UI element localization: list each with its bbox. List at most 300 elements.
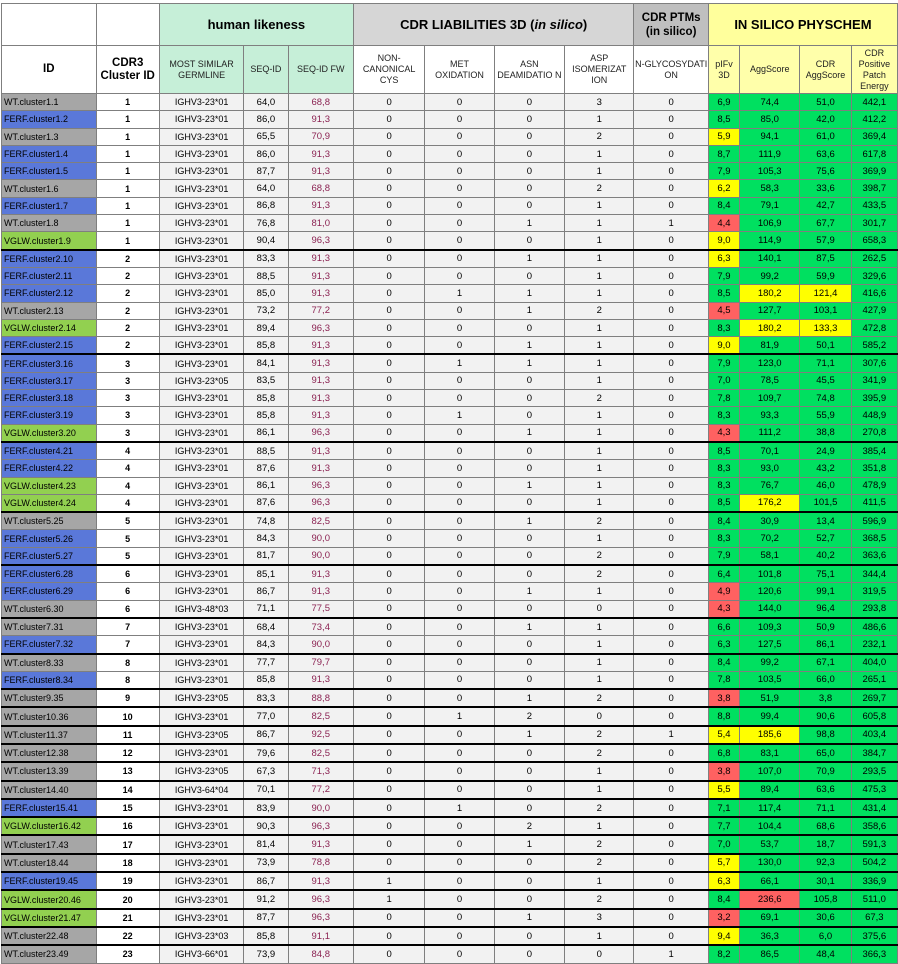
table-row xyxy=(2,145,898,162)
cell-cluster: 1 xyxy=(96,180,159,197)
cell-asp: 3 xyxy=(565,909,634,927)
cell-cdragg: 18,7 xyxy=(800,835,851,853)
cell-pi: 6,3 xyxy=(708,250,739,268)
cell-cluster: 2 xyxy=(96,250,159,268)
cell-met: 1 xyxy=(425,407,494,424)
cell-nglyc: 0 xyxy=(634,781,708,799)
cell-id: FERF.cluster2.15 xyxy=(2,337,97,355)
cell-pi: 7,0 xyxy=(708,372,739,389)
cell-seqid: 83,3 xyxy=(244,689,288,707)
cell-asn: 0 xyxy=(494,442,564,460)
cell-pi: 8,2 xyxy=(708,945,739,963)
cell-noncys: 0 xyxy=(353,909,424,927)
cell-seqid: 90,4 xyxy=(244,232,288,250)
cell-noncys: 0 xyxy=(353,726,424,744)
cell-noncys: 0 xyxy=(353,460,424,477)
cell-met: 0 xyxy=(425,372,494,389)
cell-seqid: 86,7 xyxy=(244,583,288,600)
table-row xyxy=(2,319,898,336)
cell-asn: 0 xyxy=(494,781,564,799)
cell-pi: 8,4 xyxy=(708,512,739,530)
col-header-asn: ASN DEAMIDATIO N xyxy=(494,46,564,94)
cell-nglyc: 0 xyxy=(634,689,708,707)
cell-id: FERF.cluster5.27 xyxy=(2,547,97,565)
cell-agg: 180,2 xyxy=(740,319,800,336)
cell-seqid: 88,5 xyxy=(244,442,288,460)
cell-met: 0 xyxy=(425,460,494,477)
cell-pi: 5,9 xyxy=(708,128,739,145)
cell-germline: IGHV3-23*05 xyxy=(159,372,243,389)
cell-id: FERF.cluster15.41 xyxy=(2,799,97,817)
cell-germline: IGHV3-48*03 xyxy=(159,600,243,618)
cell-cdragg: 98,8 xyxy=(800,726,851,744)
cell-asn: 0 xyxy=(494,872,564,890)
cell-agg: 104,4 xyxy=(740,817,800,835)
cell-met: 0 xyxy=(425,618,494,636)
cell-asp: 2 xyxy=(565,744,634,762)
table-row xyxy=(2,781,898,799)
cell-germline: IGHV3-23*01 xyxy=(159,390,243,407)
cell-germline: IGHV3-23*01 xyxy=(159,494,243,512)
cell-cdrpos: 265,1 xyxy=(851,671,897,689)
cell-asp: 1 xyxy=(565,285,634,302)
cell-nglyc: 0 xyxy=(634,267,708,284)
cell-pi: 8,4 xyxy=(708,890,739,908)
cell-asn: 0 xyxy=(494,460,564,477)
cell-noncys: 0 xyxy=(353,215,424,232)
cell-cluster: 6 xyxy=(96,600,159,618)
cell-noncys: 0 xyxy=(353,111,424,128)
cell-pi: 8,3 xyxy=(708,319,739,336)
cell-cdrpos: 232,1 xyxy=(851,636,897,654)
cell-seqidfw: 96,3 xyxy=(288,319,353,336)
cell-cdragg: 40,2 xyxy=(800,547,851,565)
cell-nglyc: 0 xyxy=(634,180,708,197)
cell-cdragg: 63,6 xyxy=(800,145,851,162)
cell-met: 0 xyxy=(425,477,494,494)
cell-agg: 99,2 xyxy=(740,654,800,672)
cell-nglyc: 0 xyxy=(634,354,708,372)
cell-cdragg: 133,3 xyxy=(800,319,851,336)
cell-noncys: 0 xyxy=(353,390,424,407)
cell-nglyc: 0 xyxy=(634,817,708,835)
table-row xyxy=(2,945,898,963)
cell-cdragg: 87,5 xyxy=(800,250,851,268)
cell-seqid: 85,1 xyxy=(244,565,288,583)
cell-germline: IGHV3-23*01 xyxy=(159,636,243,654)
cell-seqidfw: 78,8 xyxy=(288,854,353,872)
cell-cdragg: 68,6 xyxy=(800,817,851,835)
cell-asn: 0 xyxy=(494,799,564,817)
cell-pi: 6,2 xyxy=(708,180,739,197)
cell-cluster: 17 xyxy=(96,835,159,853)
cell-cluster: 11 xyxy=(96,726,159,744)
cell-cluster: 15 xyxy=(96,799,159,817)
cell-seqidfw: 91,1 xyxy=(288,927,353,945)
cell-cdragg: 33,6 xyxy=(800,180,851,197)
cell-asp: 1 xyxy=(565,145,634,162)
cell-met: 0 xyxy=(425,854,494,872)
cell-asn: 0 xyxy=(494,744,564,762)
cell-seqidfw: 91,3 xyxy=(288,372,353,389)
cell-id: FERF.cluster4.21 xyxy=(2,442,97,460)
group-cdr-ptms: CDR PTMs (in silico) xyxy=(634,4,708,46)
cell-cdrpos: 504,2 xyxy=(851,854,897,872)
cell-seqid: 81,7 xyxy=(244,547,288,565)
cell-cdragg: 13,4 xyxy=(800,512,851,530)
cell-id: VGLW.cluster21.47 xyxy=(2,909,97,927)
cell-asp: 2 xyxy=(565,799,634,817)
cell-agg: 185,6 xyxy=(740,726,800,744)
cell-seqid: 86,7 xyxy=(244,726,288,744)
cell-asp: 1 xyxy=(565,442,634,460)
cell-asn: 2 xyxy=(494,817,564,835)
cell-asn: 1 xyxy=(494,477,564,494)
cell-noncys: 0 xyxy=(353,145,424,162)
cell-noncys: 0 xyxy=(353,354,424,372)
cell-agg: 109,3 xyxy=(740,618,800,636)
cell-noncys: 0 xyxy=(353,94,424,111)
cell-cdrpos: 511,0 xyxy=(851,890,897,908)
cell-nglyc: 0 xyxy=(634,909,708,927)
cell-nglyc: 0 xyxy=(634,799,708,817)
cell-cdragg: 99,1 xyxy=(800,583,851,600)
cell-met: 0 xyxy=(425,197,494,214)
cell-seqidfw: 82,5 xyxy=(288,744,353,762)
cell-pi: 3,8 xyxy=(708,689,739,707)
cell-nglyc: 1 xyxy=(634,726,708,744)
table-row xyxy=(2,232,898,250)
cell-cdrpos: 427,9 xyxy=(851,302,897,319)
cell-asn: 0 xyxy=(494,319,564,336)
cell-seqidfw: 96,3 xyxy=(288,477,353,494)
cell-cluster: 1 xyxy=(96,232,159,250)
cell-cdragg: 42,7 xyxy=(800,197,851,214)
cell-seqidfw: 91,3 xyxy=(288,267,353,284)
table-row xyxy=(2,707,898,725)
cell-seqidfw: 91,3 xyxy=(288,354,353,372)
cell-asn: 0 xyxy=(494,565,564,583)
cell-met: 0 xyxy=(425,689,494,707)
cell-seqid: 77,7 xyxy=(244,654,288,672)
cell-noncys: 0 xyxy=(353,424,424,442)
cell-seqidfw: 91,3 xyxy=(288,671,353,689)
cell-nglyc: 0 xyxy=(634,390,708,407)
cell-met: 0 xyxy=(425,442,494,460)
table-row xyxy=(2,835,898,853)
cell-id: FERF.cluster6.29 xyxy=(2,583,97,600)
cell-cdrpos: 411,5 xyxy=(851,494,897,512)
cell-asp: 1 xyxy=(565,267,634,284)
cell-id: WT.cluster9.35 xyxy=(2,689,97,707)
cell-seqid: 83,5 xyxy=(244,372,288,389)
cell-cdrpos: 319,5 xyxy=(851,583,897,600)
cell-id: WT.cluster2.13 xyxy=(2,302,97,319)
cell-met: 1 xyxy=(425,354,494,372)
cell-id: FERF.cluster5.26 xyxy=(2,530,97,547)
cell-noncys: 0 xyxy=(353,835,424,853)
table-row xyxy=(2,250,898,268)
cell-asn: 0 xyxy=(494,547,564,565)
cell-agg: 85,0 xyxy=(740,111,800,128)
cell-nglyc: 0 xyxy=(634,636,708,654)
cell-agg: 101,8 xyxy=(740,565,800,583)
cell-id: WT.cluster1.1 xyxy=(2,94,97,111)
cell-pi: 5,7 xyxy=(708,854,739,872)
cell-nglyc: 0 xyxy=(634,285,708,302)
cell-pi: 4,3 xyxy=(708,424,739,442)
cell-seqidfw: 88,8 xyxy=(288,689,353,707)
cell-met: 0 xyxy=(425,180,494,197)
cell-germline: IGHV3-23*01 xyxy=(159,890,243,908)
cell-cdragg: 30,1 xyxy=(800,872,851,890)
cell-agg: 94,1 xyxy=(740,128,800,145)
cell-nglyc: 0 xyxy=(634,494,708,512)
cell-cdrpos: 368,5 xyxy=(851,530,897,547)
cell-asp: 2 xyxy=(565,726,634,744)
cell-asn: 1 xyxy=(494,285,564,302)
cell-germline: IGHV3-23*01 xyxy=(159,94,243,111)
cell-met: 0 xyxy=(425,909,494,927)
cell-germline: IGHV3-23*01 xyxy=(159,547,243,565)
cell-agg: 36,3 xyxy=(740,927,800,945)
table-row xyxy=(2,197,898,214)
cell-seqidfw: 91,3 xyxy=(288,460,353,477)
cell-asn: 0 xyxy=(494,372,564,389)
cell-asp: 1 xyxy=(565,111,634,128)
cell-seqid: 76,8 xyxy=(244,215,288,232)
cell-cluster: 2 xyxy=(96,285,159,302)
cell-nglyc: 0 xyxy=(634,872,708,890)
cell-agg: 176,2 xyxy=(740,494,800,512)
cell-germline: IGHV3-23*01 xyxy=(159,817,243,835)
group-header-row xyxy=(2,4,898,46)
cell-pi: 7,9 xyxy=(708,267,739,284)
cell-germline: IGHV3-23*01 xyxy=(159,354,243,372)
cell-cdragg: 50,9 xyxy=(800,618,851,636)
cell-seqidfw: 91,3 xyxy=(288,390,353,407)
cell-seqidfw: 91,3 xyxy=(288,250,353,268)
group-physchem: IN SILICO PHYSCHEM xyxy=(708,4,897,46)
cell-cluster: 3 xyxy=(96,354,159,372)
cell-pi: 7,8 xyxy=(708,671,739,689)
cell-agg: 81,9 xyxy=(740,337,800,355)
cell-pi: 8,7 xyxy=(708,145,739,162)
cell-met: 0 xyxy=(425,565,494,583)
cell-agg: 105,3 xyxy=(740,163,800,180)
cell-cluster: 23 xyxy=(96,945,159,963)
cell-agg: 120,6 xyxy=(740,583,800,600)
cell-pi: 8,8 xyxy=(708,707,739,725)
cell-seqid: 67,3 xyxy=(244,762,288,780)
cell-noncys: 0 xyxy=(353,817,424,835)
cell-nglyc: 0 xyxy=(634,744,708,762)
cell-cdragg: 67,1 xyxy=(800,654,851,672)
cell-agg: 106,9 xyxy=(740,215,800,232)
col-header-cdragg: CDR AggScore xyxy=(800,46,851,94)
cell-pi: 3,2 xyxy=(708,909,739,927)
cell-pi: 9,0 xyxy=(708,232,739,250)
cell-cdrpos: 67,3 xyxy=(851,909,897,927)
cell-asp: 1 xyxy=(565,583,634,600)
cell-cdragg: 86,1 xyxy=(800,636,851,654)
cell-seqid: 79,6 xyxy=(244,744,288,762)
cell-seqid: 81,4 xyxy=(244,835,288,853)
cell-pi: 7,9 xyxy=(708,354,739,372)
cell-met: 0 xyxy=(425,302,494,319)
cell-met: 0 xyxy=(425,215,494,232)
cell-cluster: 2 xyxy=(96,319,159,336)
cell-id: VGLW.cluster2.14 xyxy=(2,319,97,336)
cell-agg: 93,0 xyxy=(740,460,800,477)
table-row xyxy=(2,689,898,707)
cell-cdrpos: 433,5 xyxy=(851,197,897,214)
cell-cluster: 1 xyxy=(96,111,159,128)
cell-asp: 1 xyxy=(565,354,634,372)
cell-cluster: 1 xyxy=(96,163,159,180)
cell-seqid: 85,0 xyxy=(244,285,288,302)
cell-id: FERF.cluster1.5 xyxy=(2,163,97,180)
cell-cdragg: 66,0 xyxy=(800,671,851,689)
cell-seqid: 86,0 xyxy=(244,111,288,128)
cell-met: 0 xyxy=(425,319,494,336)
cell-pi: 5,5 xyxy=(708,781,739,799)
cell-seqid: 74,8 xyxy=(244,512,288,530)
cell-asp: 1 xyxy=(565,671,634,689)
cell-id: FERF.cluster1.2 xyxy=(2,111,97,128)
cell-cdragg: 75,1 xyxy=(800,565,851,583)
cell-nglyc: 0 xyxy=(634,128,708,145)
cell-nglyc: 0 xyxy=(634,94,708,111)
cell-asp: 1 xyxy=(565,494,634,512)
cell-noncys: 0 xyxy=(353,372,424,389)
cell-pi: 8,3 xyxy=(708,460,739,477)
cell-cdragg: 63,6 xyxy=(800,781,851,799)
cell-asn: 2 xyxy=(494,707,564,725)
cell-seqidfw: 90,0 xyxy=(288,547,353,565)
cell-asp: 1 xyxy=(565,618,634,636)
cell-cdrpos: 416,6 xyxy=(851,285,897,302)
cell-seqidfw: 96,3 xyxy=(288,232,353,250)
cell-id: WT.cluster13.39 xyxy=(2,762,97,780)
cell-asn: 0 xyxy=(494,197,564,214)
cell-noncys: 0 xyxy=(353,250,424,268)
cell-seqid: 87,7 xyxy=(244,163,288,180)
cell-asp: 3 xyxy=(565,94,634,111)
cell-agg: 99,4 xyxy=(740,707,800,725)
cell-nglyc: 0 xyxy=(634,319,708,336)
cell-id: WT.cluster23.49 xyxy=(2,945,97,963)
cell-asp: 2 xyxy=(565,835,634,853)
cell-cluster: 3 xyxy=(96,372,159,389)
cell-pi: 8,5 xyxy=(708,494,739,512)
table-row xyxy=(2,442,898,460)
cell-cdrpos: 369,9 xyxy=(851,163,897,180)
cell-seqidfw: 96,3 xyxy=(288,909,353,927)
cell-germline: IGHV3-23*01 xyxy=(159,302,243,319)
cell-seqidfw: 73,4 xyxy=(288,618,353,636)
cell-cdragg: 48,4 xyxy=(800,945,851,963)
cell-cdragg: 52,7 xyxy=(800,530,851,547)
cell-germline: IGHV3-23*01 xyxy=(159,671,243,689)
group-human-likeness: human likeness xyxy=(159,4,353,46)
cell-met: 0 xyxy=(425,726,494,744)
cell-seqidfw: 92,5 xyxy=(288,726,353,744)
cell-seqidfw: 84,8 xyxy=(288,945,353,963)
table-row xyxy=(2,726,898,744)
cell-id: FERF.cluster3.17 xyxy=(2,372,97,389)
cell-agg: 58,3 xyxy=(740,180,800,197)
cell-nglyc: 0 xyxy=(634,197,708,214)
table-row xyxy=(2,583,898,600)
cell-germline: IGHV3-23*01 xyxy=(159,835,243,853)
cell-cdragg: 45,5 xyxy=(800,372,851,389)
col-header-cdrpos: CDR Positive Patch Energy xyxy=(851,46,897,94)
cell-seqid: 87,6 xyxy=(244,460,288,477)
cell-cdrpos: 375,6 xyxy=(851,927,897,945)
cell-germline: IGHV3-23*01 xyxy=(159,744,243,762)
table-body xyxy=(2,94,898,964)
cell-germline: IGHV3-23*01 xyxy=(159,197,243,214)
cell-asn: 0 xyxy=(494,128,564,145)
cell-cdrpos: 366,3 xyxy=(851,945,897,963)
cell-asn: 1 xyxy=(494,337,564,355)
cell-id: VGLW.cluster20.46 xyxy=(2,890,97,908)
cell-cdrpos: 486,6 xyxy=(851,618,897,636)
table-row xyxy=(2,285,898,302)
cell-germline: IGHV3-23*01 xyxy=(159,267,243,284)
cell-noncys: 0 xyxy=(353,799,424,817)
col-header-cluster: CDR3 Cluster ID xyxy=(96,46,159,94)
cell-noncys: 0 xyxy=(353,781,424,799)
cell-asn: 0 xyxy=(494,94,564,111)
cell-noncys: 0 xyxy=(353,407,424,424)
cell-nglyc: 0 xyxy=(634,250,708,268)
cell-seqid: 73,2 xyxy=(244,302,288,319)
cell-asn: 0 xyxy=(494,945,564,963)
cell-noncys: 0 xyxy=(353,512,424,530)
cell-germline: IGHV3-23*01 xyxy=(159,477,243,494)
cell-noncys: 0 xyxy=(353,530,424,547)
cell-nglyc: 0 xyxy=(634,111,708,128)
cell-id: VGLW.cluster4.23 xyxy=(2,477,97,494)
cell-cluster: 3 xyxy=(96,424,159,442)
cell-cluster: 5 xyxy=(96,530,159,547)
cell-germline: IGHV3-23*01 xyxy=(159,442,243,460)
cell-nglyc: 0 xyxy=(634,145,708,162)
cell-asn: 0 xyxy=(494,671,564,689)
cell-met: 0 xyxy=(425,390,494,407)
cell-seqidfw: 91,3 xyxy=(288,145,353,162)
table-row xyxy=(2,494,898,512)
cell-agg: 58,1 xyxy=(740,547,800,565)
table-row xyxy=(2,267,898,284)
cell-noncys: 0 xyxy=(353,927,424,945)
table-row xyxy=(2,512,898,530)
cell-met: 0 xyxy=(425,927,494,945)
cell-met: 1 xyxy=(425,707,494,725)
cell-cdrpos: 442,1 xyxy=(851,94,897,111)
cell-agg: 79,1 xyxy=(740,197,800,214)
cell-asp: 0 xyxy=(565,707,634,725)
cell-cdrpos: 617,8 xyxy=(851,145,897,162)
cell-id: WT.cluster8.33 xyxy=(2,654,97,672)
cell-asp: 1 xyxy=(565,197,634,214)
cell-cluster: 13 xyxy=(96,762,159,780)
cell-seqid: 86,8 xyxy=(244,197,288,214)
cell-asn: 1 xyxy=(494,250,564,268)
cell-seqid: 87,6 xyxy=(244,494,288,512)
